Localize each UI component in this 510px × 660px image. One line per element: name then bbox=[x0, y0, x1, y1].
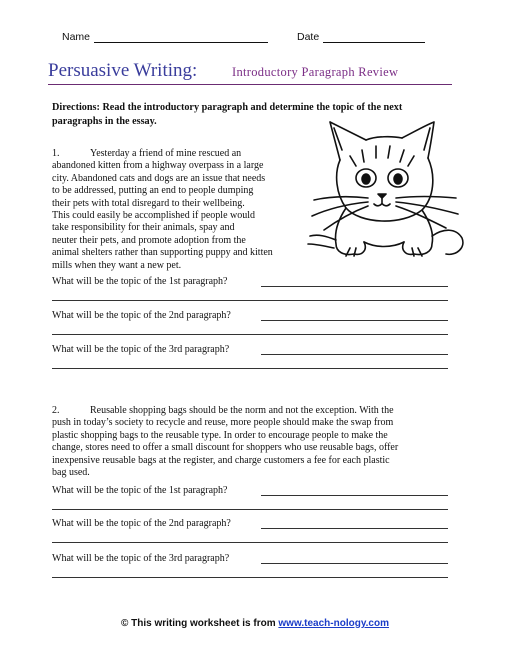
answer-line[interactable] bbox=[261, 320, 448, 321]
question-1-1 bbox=[52, 276, 448, 290]
passage-2-line: bag used. bbox=[52, 467, 90, 479]
passage-2-line: plastic shopping bags to the reusable type. In order to encourage people to make the bbox=[52, 429, 388, 441]
question-text: What will be the topic of the 3rd paragraph? bbox=[52, 344, 230, 355]
answer-line[interactable] bbox=[261, 354, 448, 355]
question-2-3 bbox=[52, 553, 448, 567]
passage-1-line: to be addressed, putting an end to people dumping bbox=[52, 185, 254, 197]
passage-2-line: 2. Reusable shopping bags should be the norm and not the exception. With the bbox=[52, 405, 394, 416]
answer-line[interactable] bbox=[52, 542, 448, 543]
passage-2-line: change, stores need to offer a small discount for shoppers who use reusable bags, offer bbox=[52, 442, 399, 454]
passage-1-line: their pets with total disregard to their wellbeing. bbox=[52, 197, 245, 209]
passage-2-line: inexpensive reusable bags at the register, and charge customers a fee for each plastic bbox=[52, 454, 390, 466]
answer-line[interactable] bbox=[261, 563, 448, 564]
footer-link[interactable]: www.teach-nology.com bbox=[278, 618, 389, 629]
answer-line[interactable] bbox=[52, 577, 448, 578]
question-text: What will be the topic of the 2nd paragraph? bbox=[52, 518, 231, 529]
title-main: Persuasive Writing: bbox=[48, 60, 198, 81]
date-field bbox=[297, 31, 425, 43]
answer-line[interactable] bbox=[52, 334, 448, 335]
passage-2-line: push in today’s society to recycle and reuse, more people should make the swap from bbox=[52, 417, 394, 429]
passage-1 bbox=[52, 148, 322, 272]
answer-line[interactable] bbox=[52, 368, 448, 369]
question-2-2 bbox=[52, 518, 448, 532]
date-label: Date bbox=[297, 31, 320, 43]
question-1-3 bbox=[52, 344, 448, 358]
passage-1-line: neuter their pets, and promote adoption from the bbox=[52, 234, 246, 246]
passage-1-line: 1. Yesterday a friend of mine rescued an bbox=[52, 148, 242, 159]
passage-1-number: 1. bbox=[52, 148, 60, 159]
answer-line[interactable] bbox=[261, 528, 448, 529]
footer-text: © This writing worksheet is from bbox=[121, 618, 279, 629]
title-subtitle: Introductory Paragraph Review bbox=[232, 65, 399, 79]
passage-1-line: mills when they want a new pet. bbox=[52, 259, 182, 271]
answer-line[interactable] bbox=[52, 300, 448, 301]
question-1-2 bbox=[52, 310, 448, 324]
question-text: What will be the topic of the 2nd paragraph? bbox=[52, 310, 231, 321]
name-label: Name bbox=[62, 31, 91, 43]
passage-1-line: take responsibility for their animals, spay and bbox=[52, 222, 235, 234]
name-blank-line[interactable] bbox=[94, 31, 268, 43]
question-text: What will be the topic of the 1st paragraph? bbox=[52, 485, 228, 496]
passage-1-line: This could easily be accomplished if people would bbox=[52, 210, 256, 222]
kitten-illustration bbox=[306, 116, 466, 264]
passage-1-line: abandoned kitten from a highway overpass in a large bbox=[52, 160, 264, 172]
answer-line[interactable] bbox=[261, 495, 448, 496]
worksheet-title bbox=[48, 60, 452, 85]
name-field bbox=[62, 31, 268, 43]
passage-1-line: animal shelters rather than supporting puppy and kitten bbox=[52, 247, 273, 259]
question-text: What will be the topic of the 3rd paragraph? bbox=[52, 553, 230, 564]
footer bbox=[0, 618, 510, 629]
question-text: What will be the topic of the 1st paragraph? bbox=[52, 276, 228, 287]
directions-text: Directions: Read the introductory paragraph and determine the topic of the next paragraphs in the essay. bbox=[52, 102, 403, 127]
passage-2-number: 2. bbox=[52, 405, 60, 416]
question-2-1 bbox=[52, 485, 448, 499]
date-blank-line[interactable] bbox=[323, 31, 425, 43]
answer-line[interactable] bbox=[52, 509, 448, 510]
answer-line[interactable] bbox=[261, 286, 448, 287]
passage-2 bbox=[52, 405, 456, 479]
passage-1-line: city. Abandoned cats and dogs are an issue that needs bbox=[52, 172, 266, 184]
